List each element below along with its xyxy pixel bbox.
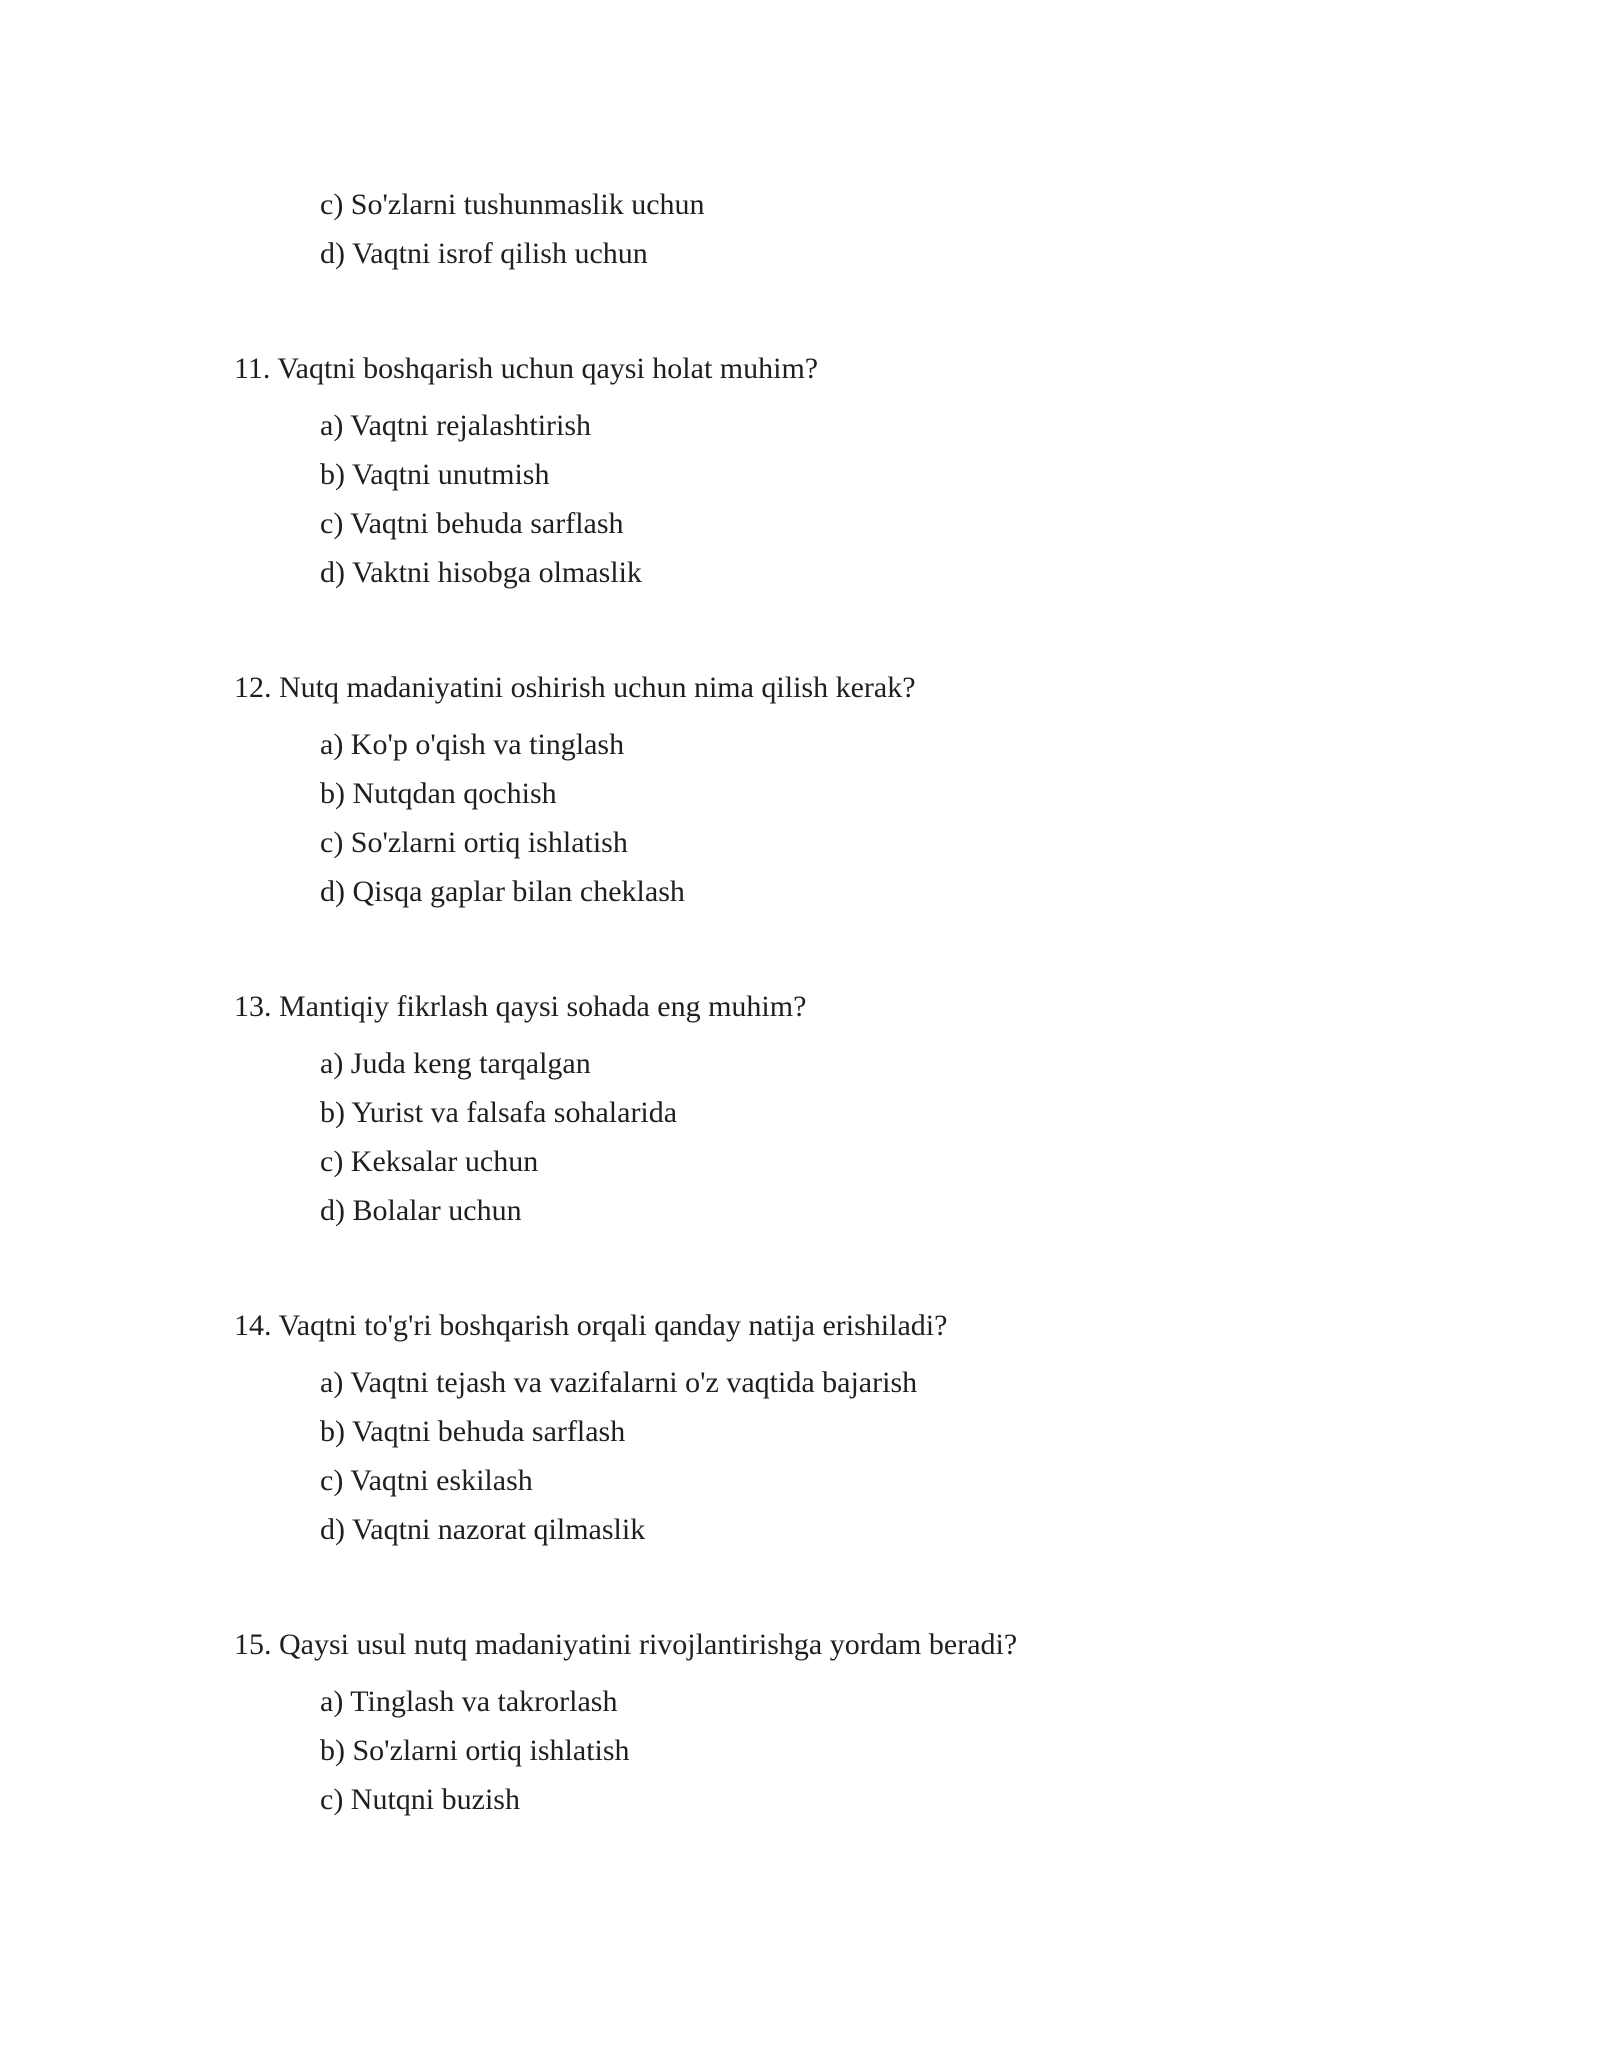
answer-option: d) Qisqa gaplar bilan cheklash (320, 875, 685, 908)
answer-option: a) Ko'p o'qish va tinglash (320, 728, 625, 761)
answer-option: b) So'zlarni ortiq ishlatish (320, 1734, 630, 1767)
question-15: 15. Qaysi usul nutq madaniyatini rivojlantirishga yordam beradi? (234, 1628, 1018, 1661)
answer-option: c) Vaqtni eskilash (320, 1464, 533, 1497)
answer-option: d) Vaktni hisobga olmaslik (320, 556, 642, 589)
answer-option: c) Nutqni buzish (320, 1783, 520, 1816)
answer-option: a) Vaqtni rejalashtirish (320, 409, 592, 442)
answer-option: b) Vaqtni unutmish (320, 458, 550, 491)
answer-option: a) Tinglash va takrorlash (320, 1685, 618, 1718)
answer-option: c) Keksalar uchun (320, 1145, 539, 1178)
answer-option: d) Bolalar uchun (320, 1194, 522, 1227)
answer-option: b) Vaqtni behuda sarflash (320, 1415, 626, 1448)
answer-option: c) So'zlarni ortiq ishlatish (320, 826, 628, 859)
answer-option: d) Vaqtni isrof qilish uchun (320, 237, 648, 270)
question-11: 11. Vaqtni boshqarish uchun qaysi holat muhim? (234, 352, 819, 385)
answer-option: d) Vaqtni nazorat qilmaslik (320, 1513, 646, 1546)
answer-option: c) So'zlarni tushunmaslik uchun (320, 188, 705, 221)
answer-option: a) Vaqtni tejash va vazifalarni o'z vaqtida bajarish (320, 1366, 918, 1399)
question-14: 14. Vaqtni to'g'ri boshqarish orqali qanday natija erishiladi? (234, 1309, 948, 1342)
question-13: 13. Mantiqiy fikrlash qaysi sohada eng muhim? (234, 990, 807, 1023)
answer-option: b) Nutqdan qochish (320, 777, 557, 810)
answer-option: c) Vaqtni behuda sarflash (320, 507, 624, 540)
question-12: 12. Nutq madaniyatini oshirish uchun nima qilish kerak? (234, 671, 916, 704)
answer-option: b) Yurist va falsafa sohalarida (320, 1096, 678, 1129)
answer-option: a) Juda keng tarqalgan (320, 1047, 591, 1080)
